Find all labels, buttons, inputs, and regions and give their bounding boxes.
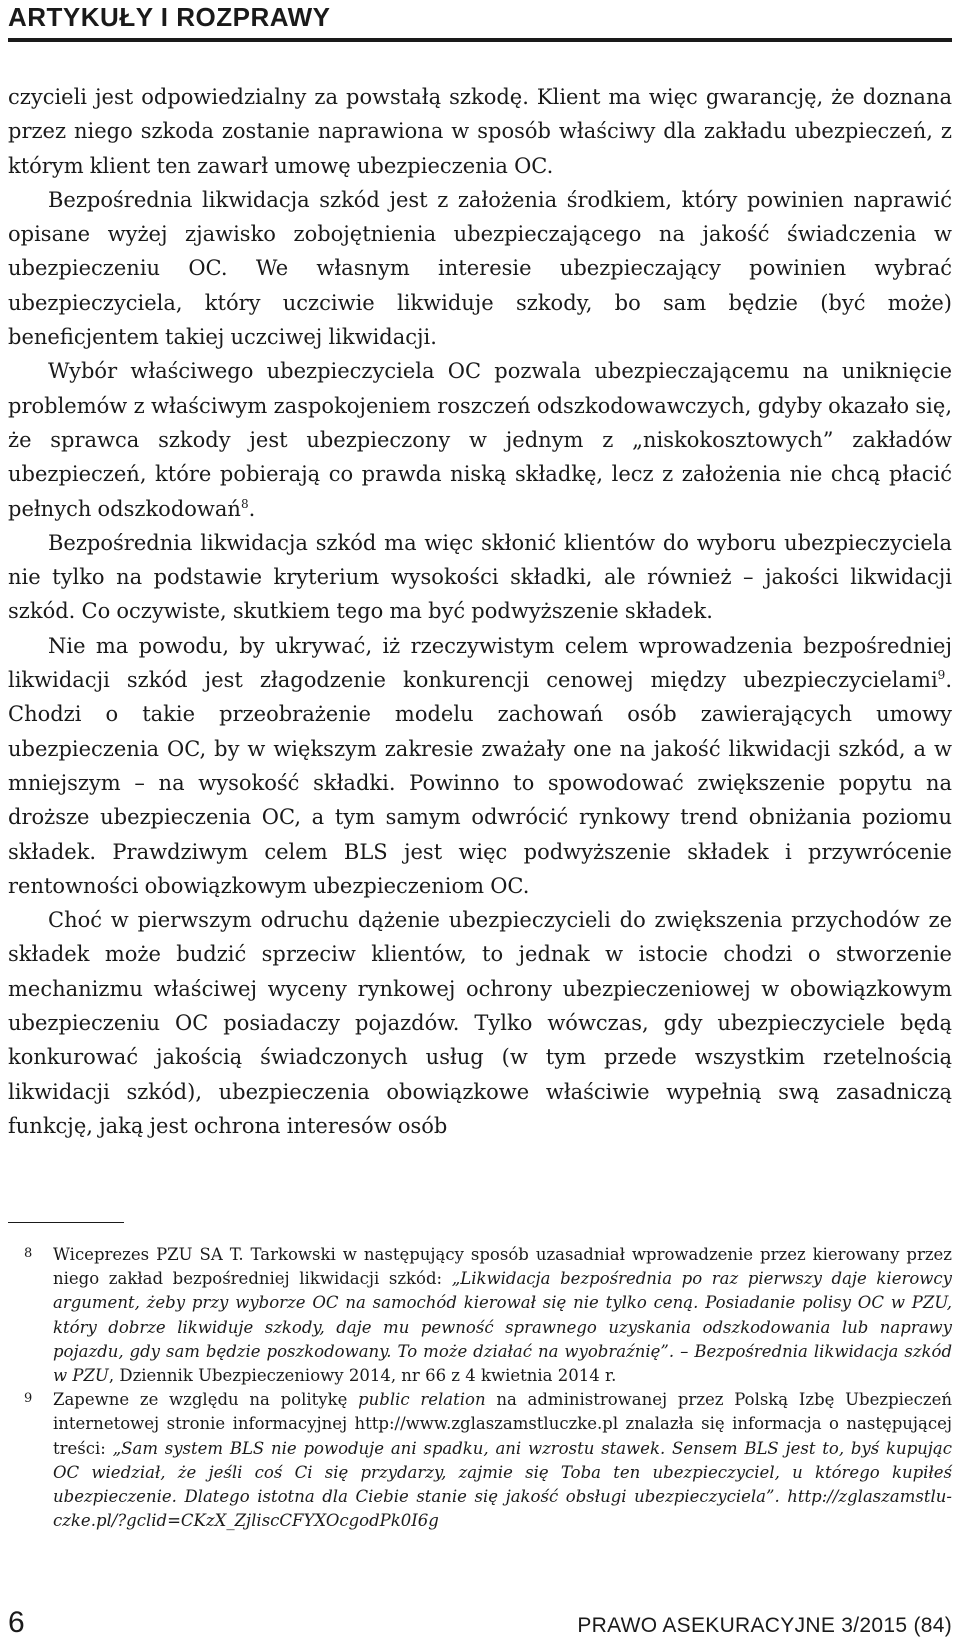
main-text	[8, 80, 952, 1143]
page-footer	[8, 1600, 952, 1640]
footnotes	[8, 1243, 952, 1533]
paragraph-3-end: .	[248, 496, 256, 521]
paragraph-4: Bezpośrednia likwidacja szkód ma więc skłonić klientów do wyboru ubezpieczyciela nie tylko na podstawie kryterium wysokości składki, ale również – jakości likwidacji szkód. Co oczywiste, skutkiem tego ma być podwyższenie składek.	[8, 530, 952, 624]
paragraph-1: czycieli jest odpowiedzialny za powstałą szkodę. Klient ma więc gwarancję, że doznana przez niego szkoda zostanie naprawiona w sposób właściwy dla zakładu ubezpieczeń, z którym klient ten zawarł umowę ubezpieczenia OC.	[8, 85, 952, 178]
section-title: ARTYKUŁY I ROZPRAWY	[8, 2, 331, 32]
footnote-quote: „Likwidacja bezpośrednia po raz pierwszy daje kierowcy argument, żeby przy wyborze OC na samochód kierował się nie tylko ceną. Posiadanie polisy OC w PZU, który dobrze likwiduje szkody, daje mu pewność sprawnego uzyskania odszkodowania lub naprawy pojazdu, gdy sam będzie poszkodowany. To może działać na wyobraźnię”.	[53, 1269, 952, 1361]
footnote-ref-8[interactable]: 8	[240, 496, 249, 511]
footnote-dash: –	[674, 1341, 695, 1361]
footnote-source: , Dziennik Ubezpieczeniowy 2014, nr 66 z 4 kwietnia 2014 r.	[108, 1366, 617, 1386]
journal-name: PRAWO ASEKURACYJNE 3/2015 (84)	[577, 1614, 952, 1637]
paragraph-2: Bezpośrednia likwidacja szkód jest z założenia środkiem, który powinien naprawić opisane wyżej zjawisko zobojętnienia ubezpieczającego na jakość świadczenia w ubezpieczeniu OC. We własnym interesie ubezpieczający powinien wybrać ubezpieczyciela, który uczciwie likwiduje szkody, bo sam będzie (być może) beneficjentem takiej uczciwej likwidacji.	[8, 187, 952, 350]
page-number: 6	[8, 1606, 25, 1639]
paragraph-5-text-a: Nie ma powodu, by ukrywać, iż rzeczywistym celem wprowadzenia bezpośredniej likwidacji szkód jest złagodzenie konkurencji cenowej między ubezpieczycielami	[8, 633, 952, 693]
footnote-text: Zapewne ze względu na politykę	[53, 1390, 359, 1410]
paragraph-6: Choć w pierwszym odruchu dążenie ubezpieczycieli do zwiększenia przychodów ze składek może budzić sprzeciw klientów, to jednak w istocie chodzi o stworzenie mechanizmu właściwej wyceny rynkowej ochrony ubezpieczeniowej w obowiązkowym ubezpieczeniu OC posiadaczy pojazdów. Tylko wówczas, gdy ubezpieczyciele będą konkurować jakością świadczonych usług (w tym przede wszystkim rzetelnością likwidacji szkód), ubezpieczenia obowiązkowe właściwie wypełnią swą zasadniczą funkcję, jaką jest ochrona interesów osób	[8, 908, 952, 1138]
running-header	[8, 0, 952, 42]
paragraph-3	[8, 354, 952, 525]
footnote-number: 8	[24, 1246, 33, 1261]
paragraph-5	[8, 629, 952, 903]
footnote-9	[8, 1388, 952, 1533]
footnote-source-title: Bezpośrednia likwidacja szkód w PZU	[53, 1341, 953, 1386]
footnote-term: public relation	[358, 1390, 486, 1410]
footnote-ref-9[interactable]: 9	[937, 668, 946, 683]
paragraph-5-text-b: . Chodzi o takie przeobrażenie modelu zachowań osób zawierających umowy ubezpieczenia OC, by w większym zakresie zważały one na jakość likwidacji szkód, a w mniejszym – na wysokość składki. Powinno to spowodować zwiększenie popytu na droższe ubezpieczenia OC, a tym samym odwrócić rynkowy trend obniżania poziomu składek. Prawdziwym celem BLS jest więc podwyższenie składek i przywrócenie rentowności obowiązkowym ubezpieczeniom OC.	[8, 668, 952, 898]
footnote-number: 9	[24, 1391, 33, 1407]
footnote-text: Wiceprezes PZU SA T. Tarkowski w następujący sposób uzasadniał wprowadzenie przez kierowany przez niego zakład bezpośredniej likwidacji szkód:	[53, 1245, 952, 1289]
footnote-8	[8, 1243, 952, 1388]
footnote-text-continued: na administrowanej przez Polską Izbę Ubezpieczeń internetowej stronie informacyjnej http://www.zglaszamstluczke.pl znalazła się informacja o następującej treści:	[53, 1390, 952, 1458]
footnote-quote: „Sam system BLS nie powoduje ani spadku, ani wzrostu stawek. Sensem BLS jest to, byś kupując OC wiedział, że jeśli coś Ci się przydarzy, zajmie się Toba ten ubezpieczyciel, u którego kupiłeś ubezpieczenie. Dlatego istotna dla Ciebie stanie się jakość obsługi ubezpieczyciela”. http://zglaszamstluczke.pl/?gclid=CKzX_ZjliscCFYXOcgodPk0I6g	[53, 1438, 952, 1531]
paragraph-3-text: Wybór właściwego ubezpieczyciela OC pozwala ubezpieczającemu na uniknięcie problemów z właściwym zaspokojeniem roszczeń odszkodowawczych, gdyby okazało się, że sprawca szkody jest ubezpieczony w jednym z „niskokosztowych” zakładów ubezpieczeń, które pobierają co prawda niską składkę, lecz z założenia nie chcą płacić pełnych odszkodowań	[8, 359, 952, 521]
footnote-divider	[8, 1222, 124, 1223]
